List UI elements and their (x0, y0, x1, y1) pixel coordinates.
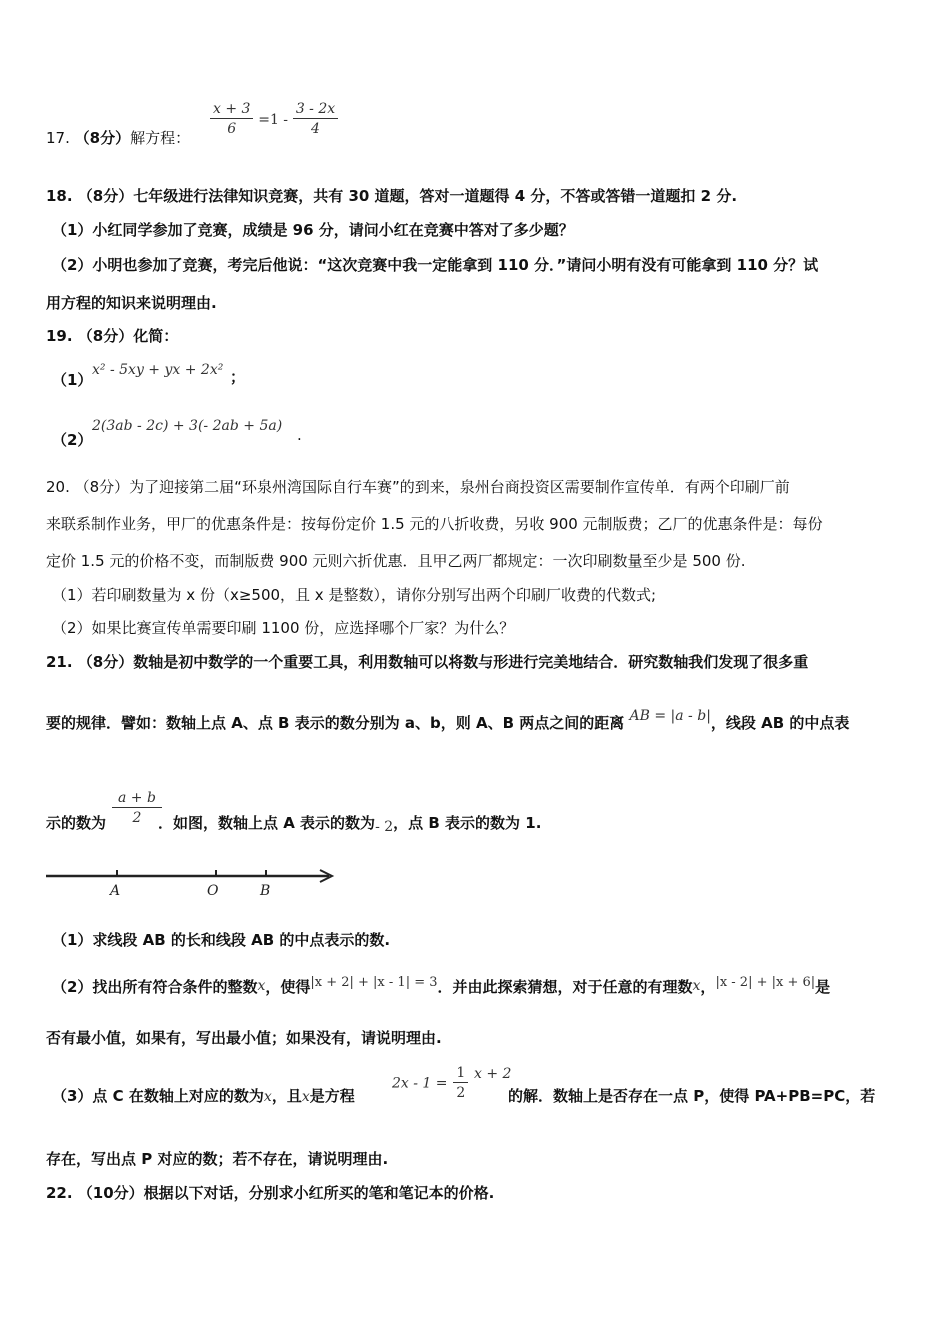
q19-part1-end: ； (230, 368, 246, 386)
q21-part-3-text-c: 是方程 (309, 1087, 355, 1105)
q18-line-2: （1）小红同学参加了竞赛，成绩是 96 分，请问小红在竞赛中答对了多少题？ (52, 221, 574, 239)
q21-part-2-expression: |x + 2| + |x - 1| = 3 (310, 975, 438, 990)
q21-line-3-rest (158, 813, 541, 834)
q17-number: 17. (46, 129, 70, 147)
q21-line-2-text-a: 要的规律．譬如：数轴上点 A、点 B 表示的数分别为 a、b，则 A、B 两点之间的距离 (46, 714, 625, 732)
q21-part-2-line-2: 否有最小值，如果有，写出最小值；如果没有，请说明理由. (46, 1029, 442, 1047)
number-line-figure (44, 862, 344, 902)
q21-part-2-text-a: （2）找出所有符合条件的整数 (52, 978, 258, 996)
q21-line-3-text-a: 示的数为 (46, 814, 107, 832)
q20-part-1: （1）若印刷数量为 x 份（x≥500，且 x 是整数），请你分别写出两个印刷厂收费的代数式; (52, 586, 657, 604)
label-o: O (207, 883, 219, 899)
q18-line-3: （2）小明也参加了竞赛，考完后他说：“这次竞赛中我一定能拿到 110 分．”请问小明有没有可能拿到 110 分？试 (52, 256, 819, 274)
q21-a-value: - 2 (375, 819, 394, 835)
q21-part-2-expression-2: |x - 2| + |x + 6| (715, 975, 816, 990)
q21-part-2-x2: x (692, 978, 701, 994)
q21-part-2-text-b: ，使得 (265, 978, 311, 996)
q19-heading: 19. （8分）化简： (46, 327, 179, 345)
q21-part-3-line-2: 存在，写出点 P 对应的数；若不存在，请说明理由. (46, 1150, 389, 1168)
q21-line-1: 21. （8分）数轴是初中数学的一个重要工具，利用数轴可以将数与形进行完美地结合．研究数轴我们发现了很多重 (46, 653, 809, 671)
q20-part-2: （2）如果比赛宣传单需要印刷 1100 份，应选择哪个厂家？为什么？ (52, 619, 515, 637)
q17-points: （8分） (74, 129, 131, 147)
q21-part-2-text-c: ．并由此探索猜想，对于任意的有理数 (437, 978, 693, 996)
q21-line-2 (46, 708, 850, 734)
label-a: A (110, 883, 121, 899)
q20-line-3: 定价 1.5 元的价格不变，而制版费 900 元则六折优惠．且甲乙两厂都规定：一次印刷数量至少是 500 份. (46, 552, 746, 570)
q21-part-3-equation: 2x - 1 = $\frac{1}{2}$ x + 2 (392, 1065, 512, 1101)
q21-part-3-text-b: ，且 (271, 1087, 302, 1105)
q18-line-1: 18. （8分）七年级进行法律知识竞赛，共有 30 道题，答对一道题得 4 分，不答或答错一道题扣 2 分. (46, 187, 738, 205)
q22-line-1: 22. （10分）根据以下对话，分别求小红所买的笔和笔记本的价格. (46, 1184, 495, 1202)
q21-part-3-text-d: 的解．数轴上是否存在一点 P，使得 PA+PB=PC，若 (508, 1087, 876, 1105)
q21-distance-formula: AB = |a - b| (629, 708, 711, 724)
label-b: B (260, 883, 271, 899)
q20-line-1: 20. （8分）为了迎接第二届“环泉州湾国际自行车赛”的到来，泉州台商投资区需要制作宣传单．有两个印刷厂前 (46, 478, 790, 496)
q17-equation (210, 100, 338, 139)
q21-midpoint-fraction: $\frac{a + b}{2}$ (112, 789, 162, 828)
q21-part-3 (52, 1086, 355, 1107)
q19-part1-expression: x² - 5xy + yx + 2x² (92, 362, 224, 378)
q21-part-3-x: x (263, 1089, 272, 1105)
q17-equals: =1 - (258, 112, 289, 128)
q17-fraction-2: $\frac{3 - 2x}{4}$ (293, 100, 338, 139)
q21-part-2 (52, 977, 830, 999)
q21-line-3 (46, 813, 106, 833)
q21-line-3-text-b: ．如图，数轴上点 A 表示的数为 (158, 814, 376, 832)
q21-part-2-x: x (257, 978, 266, 994)
q19-part2-label: （2） (52, 431, 93, 449)
q19-part2-expression: 2(3ab - 2c) + 3(- 2ab + 5a) (92, 418, 283, 434)
q21-line-3-text-c: ，点 B 表示的数为 1. (393, 814, 542, 832)
q17-line (46, 128, 190, 148)
q19-part1-label: （1） (52, 371, 93, 389)
q21-part-2-text-e: 是 (815, 978, 831, 996)
q21-part-1: （1）求线段 AB 的长和线段 AB 的中点表示的数. (52, 931, 391, 949)
q21-part-2-text-d: ， (700, 978, 716, 996)
q21-line-2-text-b: ，线段 AB 的中点表 (710, 714, 850, 732)
q21-part-3-text-a: （3）点 C 在数轴上对应的数为 (52, 1087, 264, 1105)
q20-line-2: 来联系制作业务，甲厂的优惠条件是：按每份定价 1.5 元的八折收费，另收 900 元制版费；乙厂的优惠条件是：每份 (46, 515, 823, 533)
q19-part2-end: . (297, 426, 302, 444)
q17-fraction-1: $\frac{x + 3}{6}$ (210, 100, 253, 139)
q21-part-3-x2: x (301, 1089, 310, 1105)
q17-label: 解方程： (130, 129, 191, 147)
q18-line-4: 用方程的知识来说明理由. (46, 294, 217, 312)
